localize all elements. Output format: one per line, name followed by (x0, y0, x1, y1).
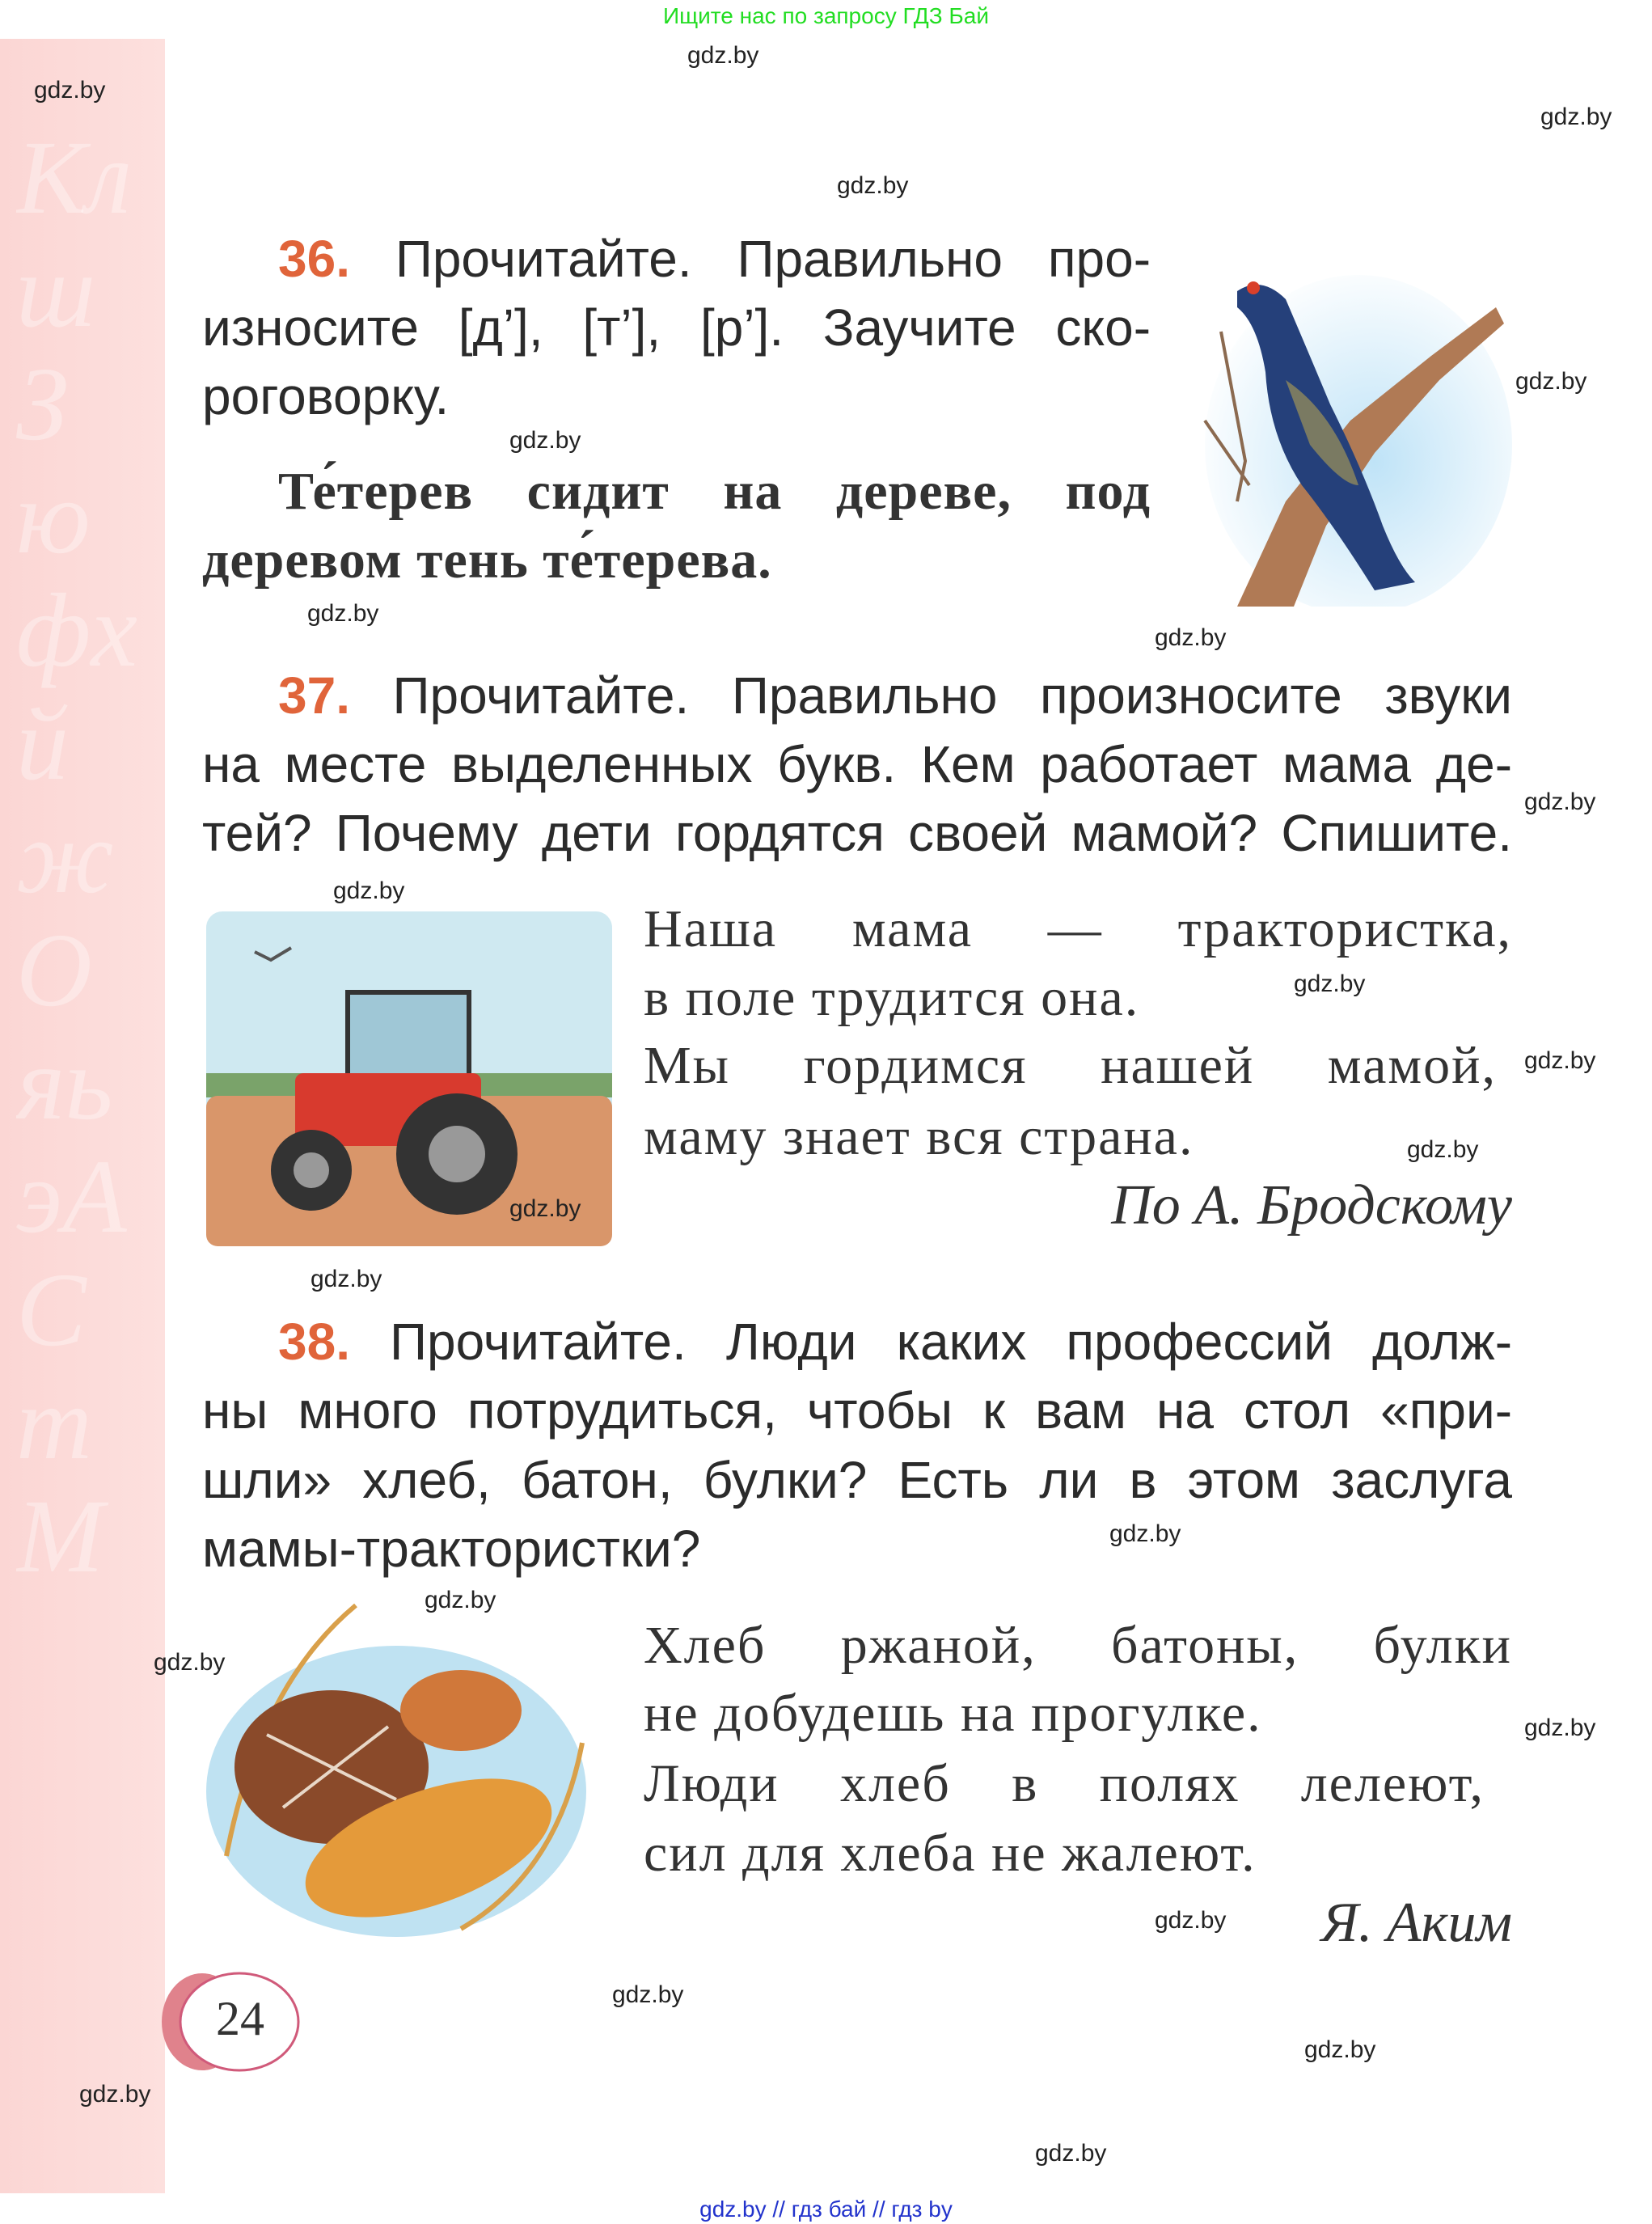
watermark: gdz.by (1540, 104, 1612, 130)
watermark: gdz.by (1407, 1136, 1479, 1163)
watermark: gdz.by (34, 77, 106, 104)
search-banner: Ищите нас по запросу ГДЗ Бай (662, 3, 990, 28)
poem2-line-4: сил для хлеба не жалеют. (644, 1824, 1257, 1883)
poem1-line-4: маму знает вся страна. (644, 1107, 1194, 1166)
task38-line-2: ны много потрудиться, чтобы к вам на стол «при- (202, 1381, 1512, 1440)
task36-line-2: износите [д’], [т’], [р’]. Заучите ско- (202, 298, 1151, 357)
watermark: gdz.by (307, 600, 379, 627)
footer-banner: gdz.by // гдз бай // гдз by (699, 2197, 953, 2222)
watermark: gdz.by (1155, 624, 1227, 651)
task-number: 37. (278, 666, 350, 725)
poem1-line-1: Наша мама — трактористка, (644, 899, 1512, 958)
watermark: gdz.by (1524, 1715, 1596, 1741)
watermark: gdz.by (154, 1649, 226, 1676)
task36-line-3: роговорку. (202, 367, 450, 425)
task-number: 36. (278, 230, 350, 288)
watermark: gdz.by (1109, 1520, 1181, 1547)
page-number: 24 (216, 1992, 264, 2045)
poem1-author: По А. Бродскому (1111, 1174, 1512, 1237)
watermark: gdz.by (79, 2081, 151, 2108)
poem1-line-3: Мы гордимся нашей мамой, (644, 1036, 1497, 1095)
watermark: gdz.by (612, 1981, 684, 2008)
watermark: gdz.by (1524, 789, 1596, 815)
task37-line-1: 37. Прочитайте. Правильно произносите звуки (278, 666, 1512, 725)
task38-line-1: 38. Прочитайте. Люди каких профессий долж- (278, 1313, 1513, 1371)
watermark: gdz.by (425, 1587, 496, 1613)
task38-line-3: шли» хлеб, батон, булки? Есть ли в этом заслуга (202, 1451, 1512, 1509)
watermark: gdz.by (509, 1195, 581, 1222)
task36-line-1: 36. Прочитайте. Правильно про- (278, 230, 1151, 288)
watermark: gdz.by (1035, 2140, 1107, 2167)
strip-alphabet-decoration: КлшЗюфхйжОяьэАСтМ (16, 121, 137, 1595)
black-grouse-illustration (1189, 259, 1512, 607)
watermark: gdz.by (509, 427, 581, 454)
task-number: 38. (278, 1313, 350, 1371)
watermark: gdz.by (1524, 1047, 1596, 1074)
poem2-line-2: не добудешь на прогулке. (644, 1684, 1262, 1743)
poem2-author: Я. Аким (1320, 1892, 1512, 1954)
poem2-line-3: Люди хлеб в полях лелеют, (644, 1754, 1485, 1813)
task37-line-3: тей? Почему дети гордятся своей мамой? Спишите. (202, 804, 1512, 862)
bread-illustration (194, 1589, 598, 1953)
watermark: gdz.by (311, 1266, 382, 1292)
tongue-twister-line-2: деревом тень те́терева. (202, 531, 772, 590)
watermark: gdz.by (837, 172, 909, 199)
task38-line-4: мамы-трактористки? (202, 1520, 701, 1578)
tongue-twister-line-1: Те́терев сидит на дереве, под (278, 462, 1151, 521)
poem1-line-2: в поле трудится она. (644, 968, 1140, 1027)
watermark: gdz.by (1304, 2036, 1376, 2063)
watermark: gdz.by (1155, 1907, 1227, 1934)
watermark: gdz.by (1515, 368, 1587, 395)
watermark: gdz.by (687, 42, 759, 69)
watermark: gdz.by (333, 877, 405, 904)
poem2-line-1: Хлеб ржаной, батоны, булки (644, 1616, 1512, 1675)
task37-line-2: на месте выделенных букв. Кем работает мама де- (202, 735, 1512, 793)
watermark: gdz.by (1294, 970, 1366, 997)
